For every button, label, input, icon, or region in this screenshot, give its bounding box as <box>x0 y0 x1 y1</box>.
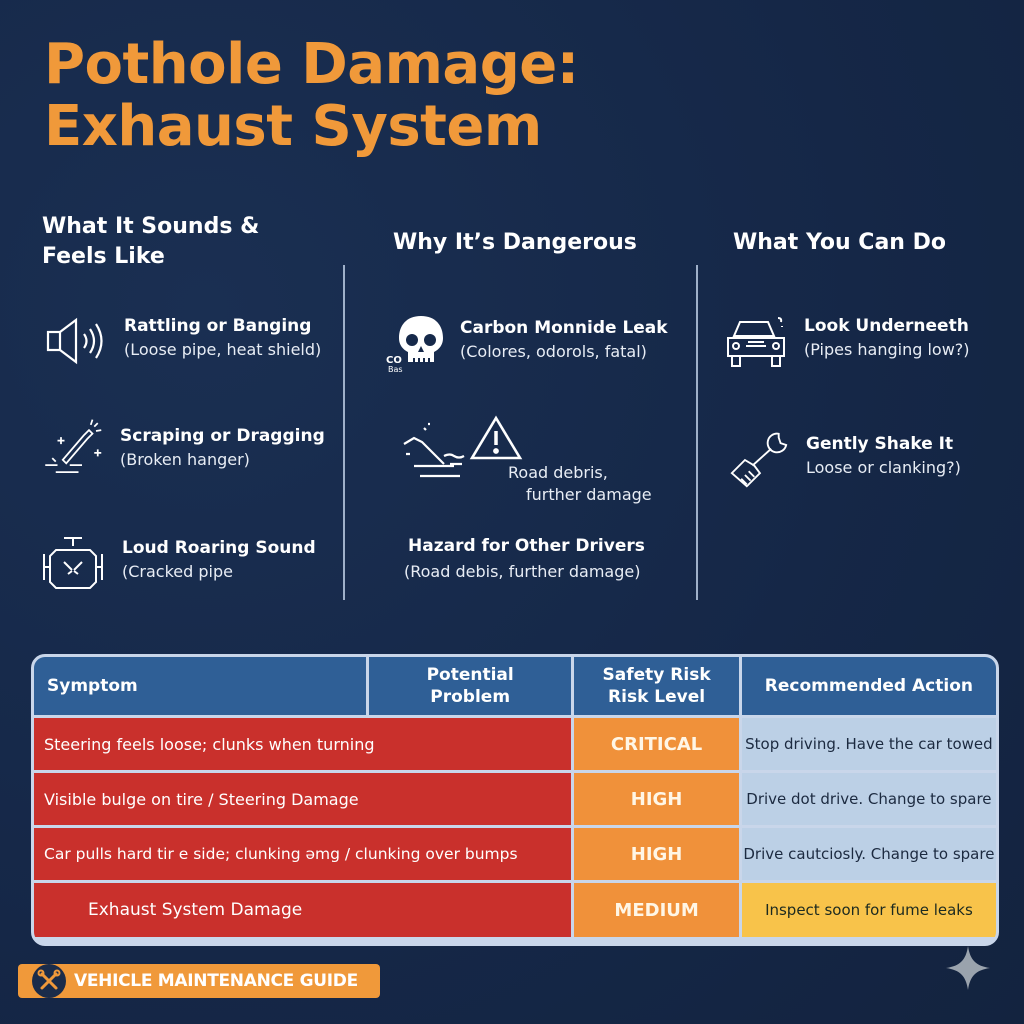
item-title: Scraping or Dragging <box>120 426 325 446</box>
engine-icon <box>42 534 112 594</box>
item-title: Gently Shake It <box>806 434 954 454</box>
header-symptom: Symptom <box>34 657 366 715</box>
sparkle-icon <box>944 944 992 992</box>
item-title: Carbon Monnide Leak <box>460 318 668 338</box>
list-item-carbon-monoxide <box>386 314 668 378</box>
risk-cell: CRITICAL <box>574 718 738 770</box>
list-item-scraping <box>40 410 325 480</box>
symptom-cell: Exhaust System Damage <box>34 883 571 937</box>
column-heading-actions: What You Can Do <box>733 230 946 255</box>
column-divider <box>696 265 698 600</box>
table-row <box>34 773 996 825</box>
heading-line-1: What It Sounds & <box>42 214 260 239</box>
hazard-title: Hazard for Other Drivers <box>408 536 645 556</box>
column-heading-sounds <box>42 212 259 272</box>
header-line: Risk Level <box>608 687 706 707</box>
column-heading-danger: Why It’s Dangerous <box>393 230 637 255</box>
wrench-hand-icon <box>726 430 792 490</box>
page-title <box>44 34 579 158</box>
header-risk-level <box>574 657 738 715</box>
maintenance-guide-badge <box>18 964 380 998</box>
list-item-roaring <box>42 534 316 594</box>
item-title: Rattling or Banging <box>124 316 312 336</box>
risk-cell: HIGH <box>574 828 738 880</box>
crossed-wrenches-icon <box>32 964 66 998</box>
item-title: Look Underneeth <box>804 316 969 336</box>
hazard-subtitle: (Road debis, further damage) <box>404 562 641 581</box>
list-item-look-underneath <box>724 314 970 374</box>
action-cell: Drive cautciosly. Change to spare <box>742 828 996 880</box>
symptom-cell: Steering feels loose; clunks when turning <box>34 718 571 770</box>
item-subtitle: (Colores, odorols, fatal) <box>460 342 647 361</box>
item-subtitle: (Pipes hanging low?) <box>804 340 970 359</box>
table-row <box>34 718 996 770</box>
title-line-2: Exhaust System <box>44 94 542 159</box>
header-line: Potential <box>426 665 514 685</box>
item-subtitle: Loose or clanking?) <box>806 458 961 477</box>
action-cell: Inspect soon for fume leaks <box>742 883 996 937</box>
gas-label: Bas <box>388 365 403 374</box>
table-row <box>34 828 996 880</box>
item-subtitle: (Broken hanger) <box>120 450 250 469</box>
header-potential-problem <box>369 657 571 715</box>
badge-label: VEHICLE MAINTENANCE GUIDE <box>74 971 358 991</box>
speaker-icon <box>44 314 114 374</box>
damage-table <box>31 654 999 946</box>
action-cell: Drive dot drive. Change to spare <box>742 773 996 825</box>
symptom-cell: Visible bulge on tire / Steering Damage <box>34 773 571 825</box>
skull-icon <box>396 314 446 370</box>
header-recommended-action: Recommended Action <box>742 657 996 715</box>
header-line: Problem <box>430 687 511 707</box>
header-line: Safety Risk <box>602 665 711 685</box>
risk-cell: MEDIUM <box>574 883 738 937</box>
co-label: CO <box>386 355 402 366</box>
heading-line-2: Feels Like <box>42 244 165 269</box>
item-title: Loud Roaring Sound <box>122 538 316 558</box>
table-row <box>34 883 996 937</box>
list-item-rattling <box>44 314 321 374</box>
item-subtitle: (Loose pipe, heat shield) <box>124 340 322 359</box>
debris-line-2: further damage <box>526 485 652 504</box>
debris-line-1: Road debris, <box>508 463 608 482</box>
item-subtitle: (Cracked pipe <box>122 562 233 581</box>
column-divider <box>343 265 345 600</box>
symptom-cell: Car pulls hard tir e side; clunking əmg / clunking over bumps <box>34 828 571 880</box>
list-item-shake <box>726 430 961 490</box>
car-front-icon <box>724 314 790 374</box>
warning-debris-icon <box>400 414 524 490</box>
action-cell: Stop driving. Have the car towed <box>742 718 996 770</box>
broken-pipe-sparks-icon <box>40 410 110 480</box>
risk-cell: HIGH <box>574 773 738 825</box>
table-header-row <box>34 657 996 715</box>
title-line-1: Pothole Damage: <box>44 32 579 97</box>
skull-icon-group <box>386 314 456 378</box>
